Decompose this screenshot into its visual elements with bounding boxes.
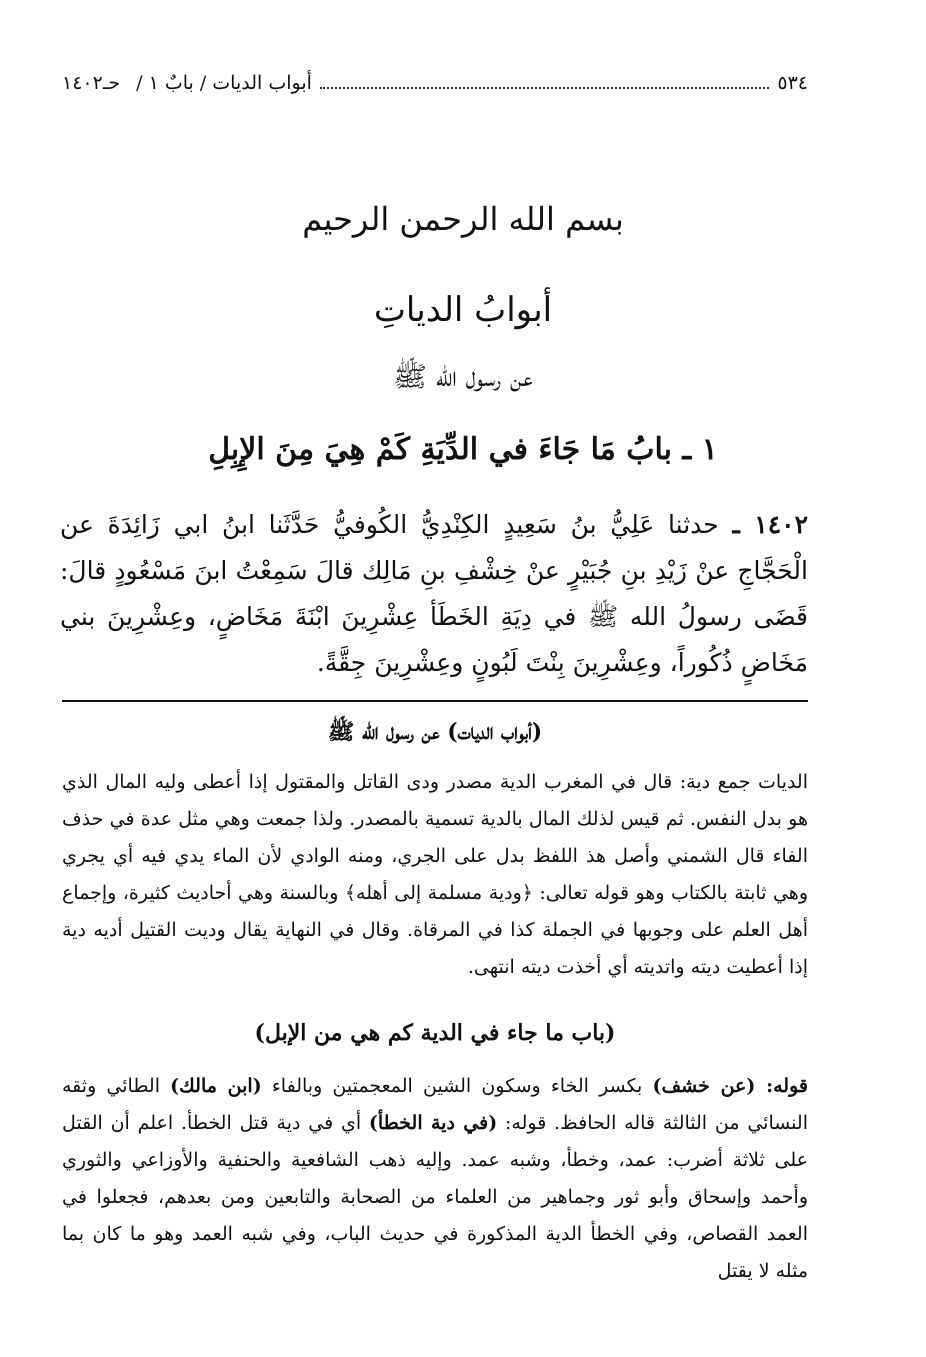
commentary-lead: قوله: (عن خشف): [652, 1075, 808, 1097]
hadith-number: ١٤٠٢ ـ: [732, 510, 808, 539]
commentary-heading-books: (أبواب الديات) عن رسول الله ﷺ: [327, 719, 543, 745]
book-title: أبوابُ الدياتِ: [373, 290, 553, 330]
commentary-text-e: أي في دية قتل الخطأ. اعلم أن القتل على ثلاثة أضرب: عمد، وخطأ، وشبه عمد. وإليه ذهب الشافعية والحنفية والأوزاعي والثوري وأحمد وإسحاق وأبو ثور وجماهير من العلماء من الصحابة والتابعين ومن بعدهم، فجعلوا في العمد القصاص، وفي الخطأ الدية المذكورة في حديث الباب، وفي شبه العمد وهو ما كان بما مثله لا يقتل: [62, 1112, 808, 1282]
commentary-keyword-ibn-malik: (ابن مالك): [170, 1075, 262, 1097]
page-number: ٥٣٤: [777, 72, 808, 94]
chapter-title: ١ ـ بابُ مَا جَاءَ في الدِّيَةِ كَمْ هِيَ مِنَ الإِبِلِ: [208, 432, 718, 467]
commentary-heading-chapter: (باب ما جاء في الدية كم هي من الإبل): [254, 1020, 616, 1046]
book-subtitle: عن رسول الله ﷺ: [393, 360, 533, 393]
running-header: [62, 66, 808, 100]
divider-line: [62, 700, 808, 702]
hadith-text: [60, 502, 808, 686]
commentary-text-a: بكسر الخاء وسكون الشين المعجمتين وبالفاء: [271, 1075, 643, 1097]
commentary-text-c: الطائي وثقه النسائي من الثالثة قاله الحافظ. قوله:: [62, 1075, 808, 1134]
commentary-paragraph-diyat: الديات جمع دية: قال في المغرب الدية مصدر ودى القاتل والمقتول إذا أعطى وليه المال الذي هو بدل النفس. ثم قيس لذلك المال بالدية تسمية بالمصدر. ولذا جمعت وهي مثل عدة في حذف الفاء قال الشمني وأصل هذ اللفظ بدل على الجري، ومنه الوادي لأن الماء يدي فيه أي يجري وهي ثابتة بالكتاب وهو قوله تعالى: ﴿ودية مسلمة إلى أهله﴾ وبالسنة وهي أحاديث كثيرة، وإجماع أهل العلم على وجوبها في الجملة كذا في المرقاة. وقال في النهاية يقال وديت القتيل أديه دية إذا أعطيت ديته واتديته أي أخذت ديته انتهى.: [62, 771, 808, 978]
commentary-keyword-diyat-khata: (في دية الخطأ): [368, 1112, 498, 1134]
hadith-body: حدثنا عَلِيُّ بنُ سَعِيدٍ الكِنْدِيُّ الكُوفيُّ حَدَّثَنا ابنُ ابي زَائِدَةَ عن الْحَجَّاجِ عنْ زَيْدِ بنِ جُبَيْرٍ عنْ خِشْفِ بنِ مَالِك قالَ سَمِعْتُ ابنَ مَسْعُودٍ قالَ: قَضَى رسولُ الله ﷺ في دِيَةِ الخَطَأ عِشْرِينَ ابْنَةَ مَخَاضٍ، وعِشْرِينَ بني مَخَاضٍ ذُكُوراً، وعِشْرِينَ بِنْتَ لَبُونٍ وعِشْرِينَ جِقَّةً.: [60, 510, 808, 677]
leader-dots: [320, 87, 769, 89]
commentary-paragraph-chapter: [62, 1068, 808, 1290]
header-title: أبواب الديات / بابٌ ١ /: [136, 72, 312, 94]
basmala: بسم الله الرحمن الرحيم: [302, 200, 624, 238]
header-hadith-ref: حـ١٤٠٢: [62, 72, 121, 94]
